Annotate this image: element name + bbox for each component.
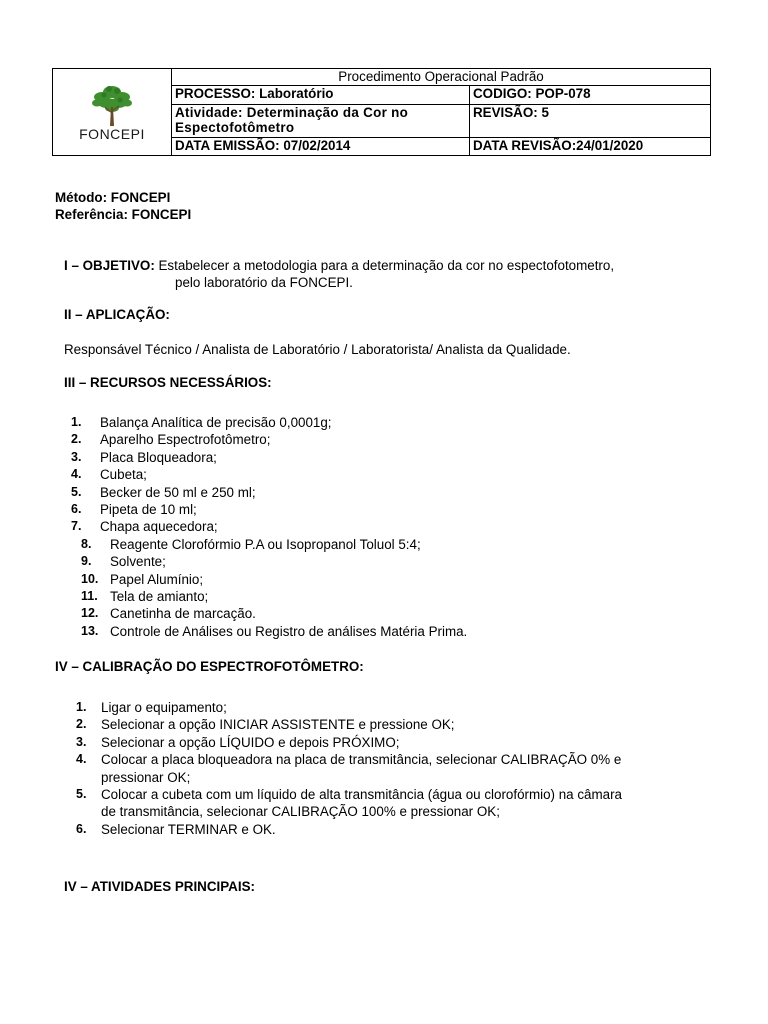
list-item-text: Canetinha de marcação. bbox=[110, 606, 256, 622]
list-item-text: Selecionar a opção INICIAR ASSISTENTE e pressione OK; bbox=[101, 717, 455, 733]
list-item-number: 5. bbox=[76, 786, 87, 801]
aplicacao-heading: II – APLICAÇÃO: bbox=[64, 307, 170, 322]
list-item bbox=[0, 699, 768, 716]
list-item-number: 6. bbox=[76, 821, 87, 836]
list-item-number: 4. bbox=[71, 467, 82, 482]
list-item-text: Ligar o equipamento; bbox=[101, 700, 227, 715]
list-item-number: 5. bbox=[71, 484, 82, 499]
list-item-number: 13. bbox=[81, 623, 99, 638]
list-item-number: 9. bbox=[81, 554, 92, 569]
list-item-text-continued: de transmitância, selecionar CALIBRAÇÃO 100% e pressionar OK; bbox=[101, 804, 500, 820]
foncepi-logo bbox=[53, 69, 171, 155]
list-item bbox=[0, 414, 768, 431]
list-item-text: Selecionar TERMINAR e OK. bbox=[101, 821, 276, 837]
list-item-text: Papel Alumínio; bbox=[110, 571, 204, 587]
codigo-cell: CODIGO: POP-078 bbox=[470, 86, 711, 104]
list-item bbox=[0, 501, 768, 518]
list-item-text: Balança Analítica de precisão 0,0001g; bbox=[100, 415, 332, 430]
revisao-cell: REVISÃO: 5 bbox=[470, 104, 711, 137]
data-revisao-cell: DATA REVISÃO:24/01/2020 bbox=[470, 137, 711, 155]
processo-cell: PROCESSO: Laboratório bbox=[172, 86, 470, 104]
list-item-number: 3. bbox=[71, 449, 82, 464]
aplicacao-text: Responsável Técnico / Analista de Laboratório / Laboratorista/ Analista da Qualidade. bbox=[64, 342, 571, 357]
list-item-number: 10. bbox=[81, 571, 99, 586]
list-item bbox=[0, 821, 768, 838]
list-item bbox=[0, 449, 768, 466]
list-item bbox=[0, 588, 768, 605]
list-item bbox=[0, 571, 768, 588]
list-item bbox=[0, 716, 768, 733]
list-item-text: Placa Bloqueadora; bbox=[100, 449, 217, 465]
list-item bbox=[0, 431, 768, 448]
list-item bbox=[0, 623, 768, 640]
calibracao-heading: IV – CALIBRAÇÃO DO ESPECTROFOTÔMETRO: bbox=[55, 659, 364, 674]
list-item-number: 1. bbox=[71, 415, 82, 429]
list-item bbox=[0, 484, 768, 501]
list-item-text: Tela de amianto; bbox=[110, 588, 209, 604]
objetivo-line bbox=[64, 258, 614, 273]
list-item-number: 8. bbox=[81, 536, 92, 551]
list-item-number: 1. bbox=[76, 700, 87, 714]
recursos-list bbox=[0, 414, 768, 640]
logo-cell bbox=[53, 69, 172, 156]
list-item bbox=[0, 734, 768, 751]
data-emissao-cell: DATA EMISSÃO: 07/02/2014 bbox=[172, 137, 470, 155]
recursos-heading: III – RECURSOS NECESSÁRIOS: bbox=[64, 375, 272, 390]
list-item-number: 4. bbox=[76, 752, 87, 767]
atividade-line-1: Atividade: Determinação da Cor no bbox=[175, 104, 409, 120]
list-item-number: 12. bbox=[81, 606, 99, 621]
list-item-text: Chapa aquecedora; bbox=[100, 519, 218, 535]
list-item bbox=[0, 553, 768, 570]
objetivo-label: I – OBJETIVO: bbox=[64, 258, 155, 273]
atividades-heading: IV – ATIVIDADES PRINCIPAIS: bbox=[64, 879, 255, 894]
list-item-text: Colocar a cubeta com um líquido de alta transmitância (água ou clorofórmio) na câmara bbox=[101, 786, 623, 802]
document-title: Procedimento Operacional Padrão bbox=[172, 69, 711, 86]
list-item bbox=[0, 466, 768, 483]
list-item-text: Aparelho Espectrofotômetro; bbox=[100, 432, 271, 448]
list-item-number: 2. bbox=[76, 717, 87, 732]
list-item-text: Selecionar a opção LÍQUIDO e depois PRÓXIMO; bbox=[101, 734, 400, 750]
objetivo-text-1: Estabelecer a metodologia para a determinação da cor no espectofotometro, bbox=[154, 258, 615, 273]
logo-text: FONCEPI bbox=[79, 125, 145, 142]
list-item bbox=[0, 605, 768, 622]
list-item-text-continued: pressionar OK; bbox=[101, 769, 191, 785]
tree-icon bbox=[89, 83, 135, 127]
list-item bbox=[0, 786, 768, 821]
list-item bbox=[0, 751, 768, 786]
list-item-number: 7. bbox=[71, 519, 82, 534]
list-item-text: Colocar a placa bloqueadora na placa de transmitância, selecionar CALIBRAÇÃO 0% e bbox=[101, 752, 622, 768]
atividade-cell bbox=[172, 104, 470, 137]
referencia-line: Referência: FONCEPI bbox=[55, 207, 192, 222]
list-item-text: Reagente Clorofórmio P.A ou Isopropanol Toluol 5:4; bbox=[110, 536, 421, 552]
list-item-number: 2. bbox=[71, 432, 82, 447]
list-item-number: 6. bbox=[71, 501, 82, 516]
objetivo-text-2: pelo laboratório da FONCEPI. bbox=[175, 275, 353, 290]
metodo-line: Método: FONCEPI bbox=[55, 190, 171, 205]
list-item-number: 3. bbox=[76, 734, 87, 749]
list-item-text: Pipeta de 10 ml; bbox=[100, 501, 197, 517]
list-item bbox=[0, 536, 768, 553]
list-item-text: Solvente; bbox=[110, 554, 166, 570]
header-table bbox=[52, 68, 711, 156]
list-item-text: Controle de Análises ou Registro de análises Matéria Prima. bbox=[110, 623, 468, 639]
list-item-number: 11. bbox=[81, 588, 98, 603]
atividade-line-2: Espectofotômetro bbox=[175, 119, 295, 135]
list-item bbox=[0, 518, 768, 535]
list-item-text: Cubeta; bbox=[100, 467, 147, 483]
calibracao-list bbox=[0, 699, 768, 838]
method-reference bbox=[55, 189, 191, 223]
list-item-text: Becker de 50 ml e 250 ml; bbox=[100, 484, 256, 500]
